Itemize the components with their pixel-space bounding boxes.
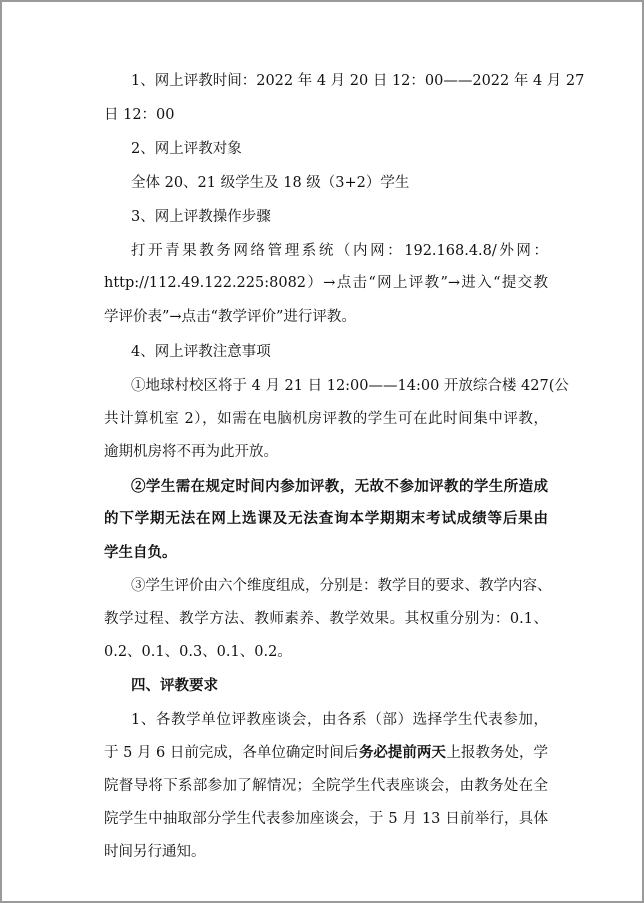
- eval-steps-line-3: 学评价表”→点击“教学评价”进行评教。: [104, 309, 356, 325]
- eval-target-heading: 2、网上评教对象: [131, 141, 242, 157]
- req-1-line-4: 院学生中抽取部分学生代表参加座谈会，于 5 月 13 日前举行，具体: [104, 811, 548, 827]
- req-1-line-2: [104, 744, 548, 762]
- req-1-line-1: 1、各教学单位评教座谈会，由各系（部）选择学生代表参加，: [131, 712, 548, 728]
- note-3-line-1: ③学生评价由六个维度组成，分别是：教学目的要求、教学内容、: [131, 578, 552, 594]
- req-1-emphasis: 务必提前两天: [358, 744, 446, 761]
- req-1-line-2-part-a: 于 5 月 6 日前完成，各单位确定时间后: [104, 745, 359, 761]
- section-4-heading: 四、评教要求: [131, 677, 218, 694]
- eval-target-body: 全体 20、21 级学生及 18 级（3+2）学生: [131, 175, 410, 191]
- eval-notes-heading: 4、网上评教注意事项: [131, 344, 271, 360]
- eval-time-line-1: 1、网上评教时间：2022 年 4 月 20 日 12：00——2022 年 4 月 27: [131, 73, 585, 89]
- note-1-line-1: ①地球村校区将于 4 月 21 日 12:00——14:00 开放综合楼 427(公: [131, 378, 569, 394]
- req-1-line-2-part-c: 上报教务处，学: [446, 745, 548, 761]
- note-1-line-2: 共计算机室 2），如需在电脑机房评教的学生可在此时间集中评教，: [104, 411, 548, 427]
- req-1-line-3: 院督导将下系部参加了解情况；全院学生代表座谈会，由教务处在全: [104, 778, 548, 794]
- note-2-line-1: ②学生需在规定时间内参加评教，无故不参加评教的学生所造成: [131, 478, 548, 495]
- eval-steps-heading: 3、网上评教操作步骤: [131, 209, 271, 225]
- eval-steps-line-2: http://112.49.122.225:8082）→点击“网上评教”→进入“提交教: [104, 275, 548, 291]
- req-1-line-5: 时间另行通知。: [104, 844, 206, 860]
- note-3-line-2: 教学过程、教学方法、教师素养、教学效果。其权重分别为：0.1、: [104, 611, 548, 627]
- note-3-line-3: 0.2、0.1、0.3、0.1、0.2。: [104, 644, 292, 660]
- note-1-line-3: 逾期机房将不再为此开放。: [104, 444, 278, 460]
- note-2-line-2: 的下学期无法在网上选课及无法查询本学期期末考试成绩等后果由: [104, 510, 548, 527]
- eval-time-line-2: 日 12：00: [104, 107, 175, 123]
- note-2-line-3: 学生自负。: [104, 544, 177, 561]
- eval-steps-line-1: 打开青果教务网络管理系统（内网：192.168.4.8/外网：: [131, 243, 548, 259]
